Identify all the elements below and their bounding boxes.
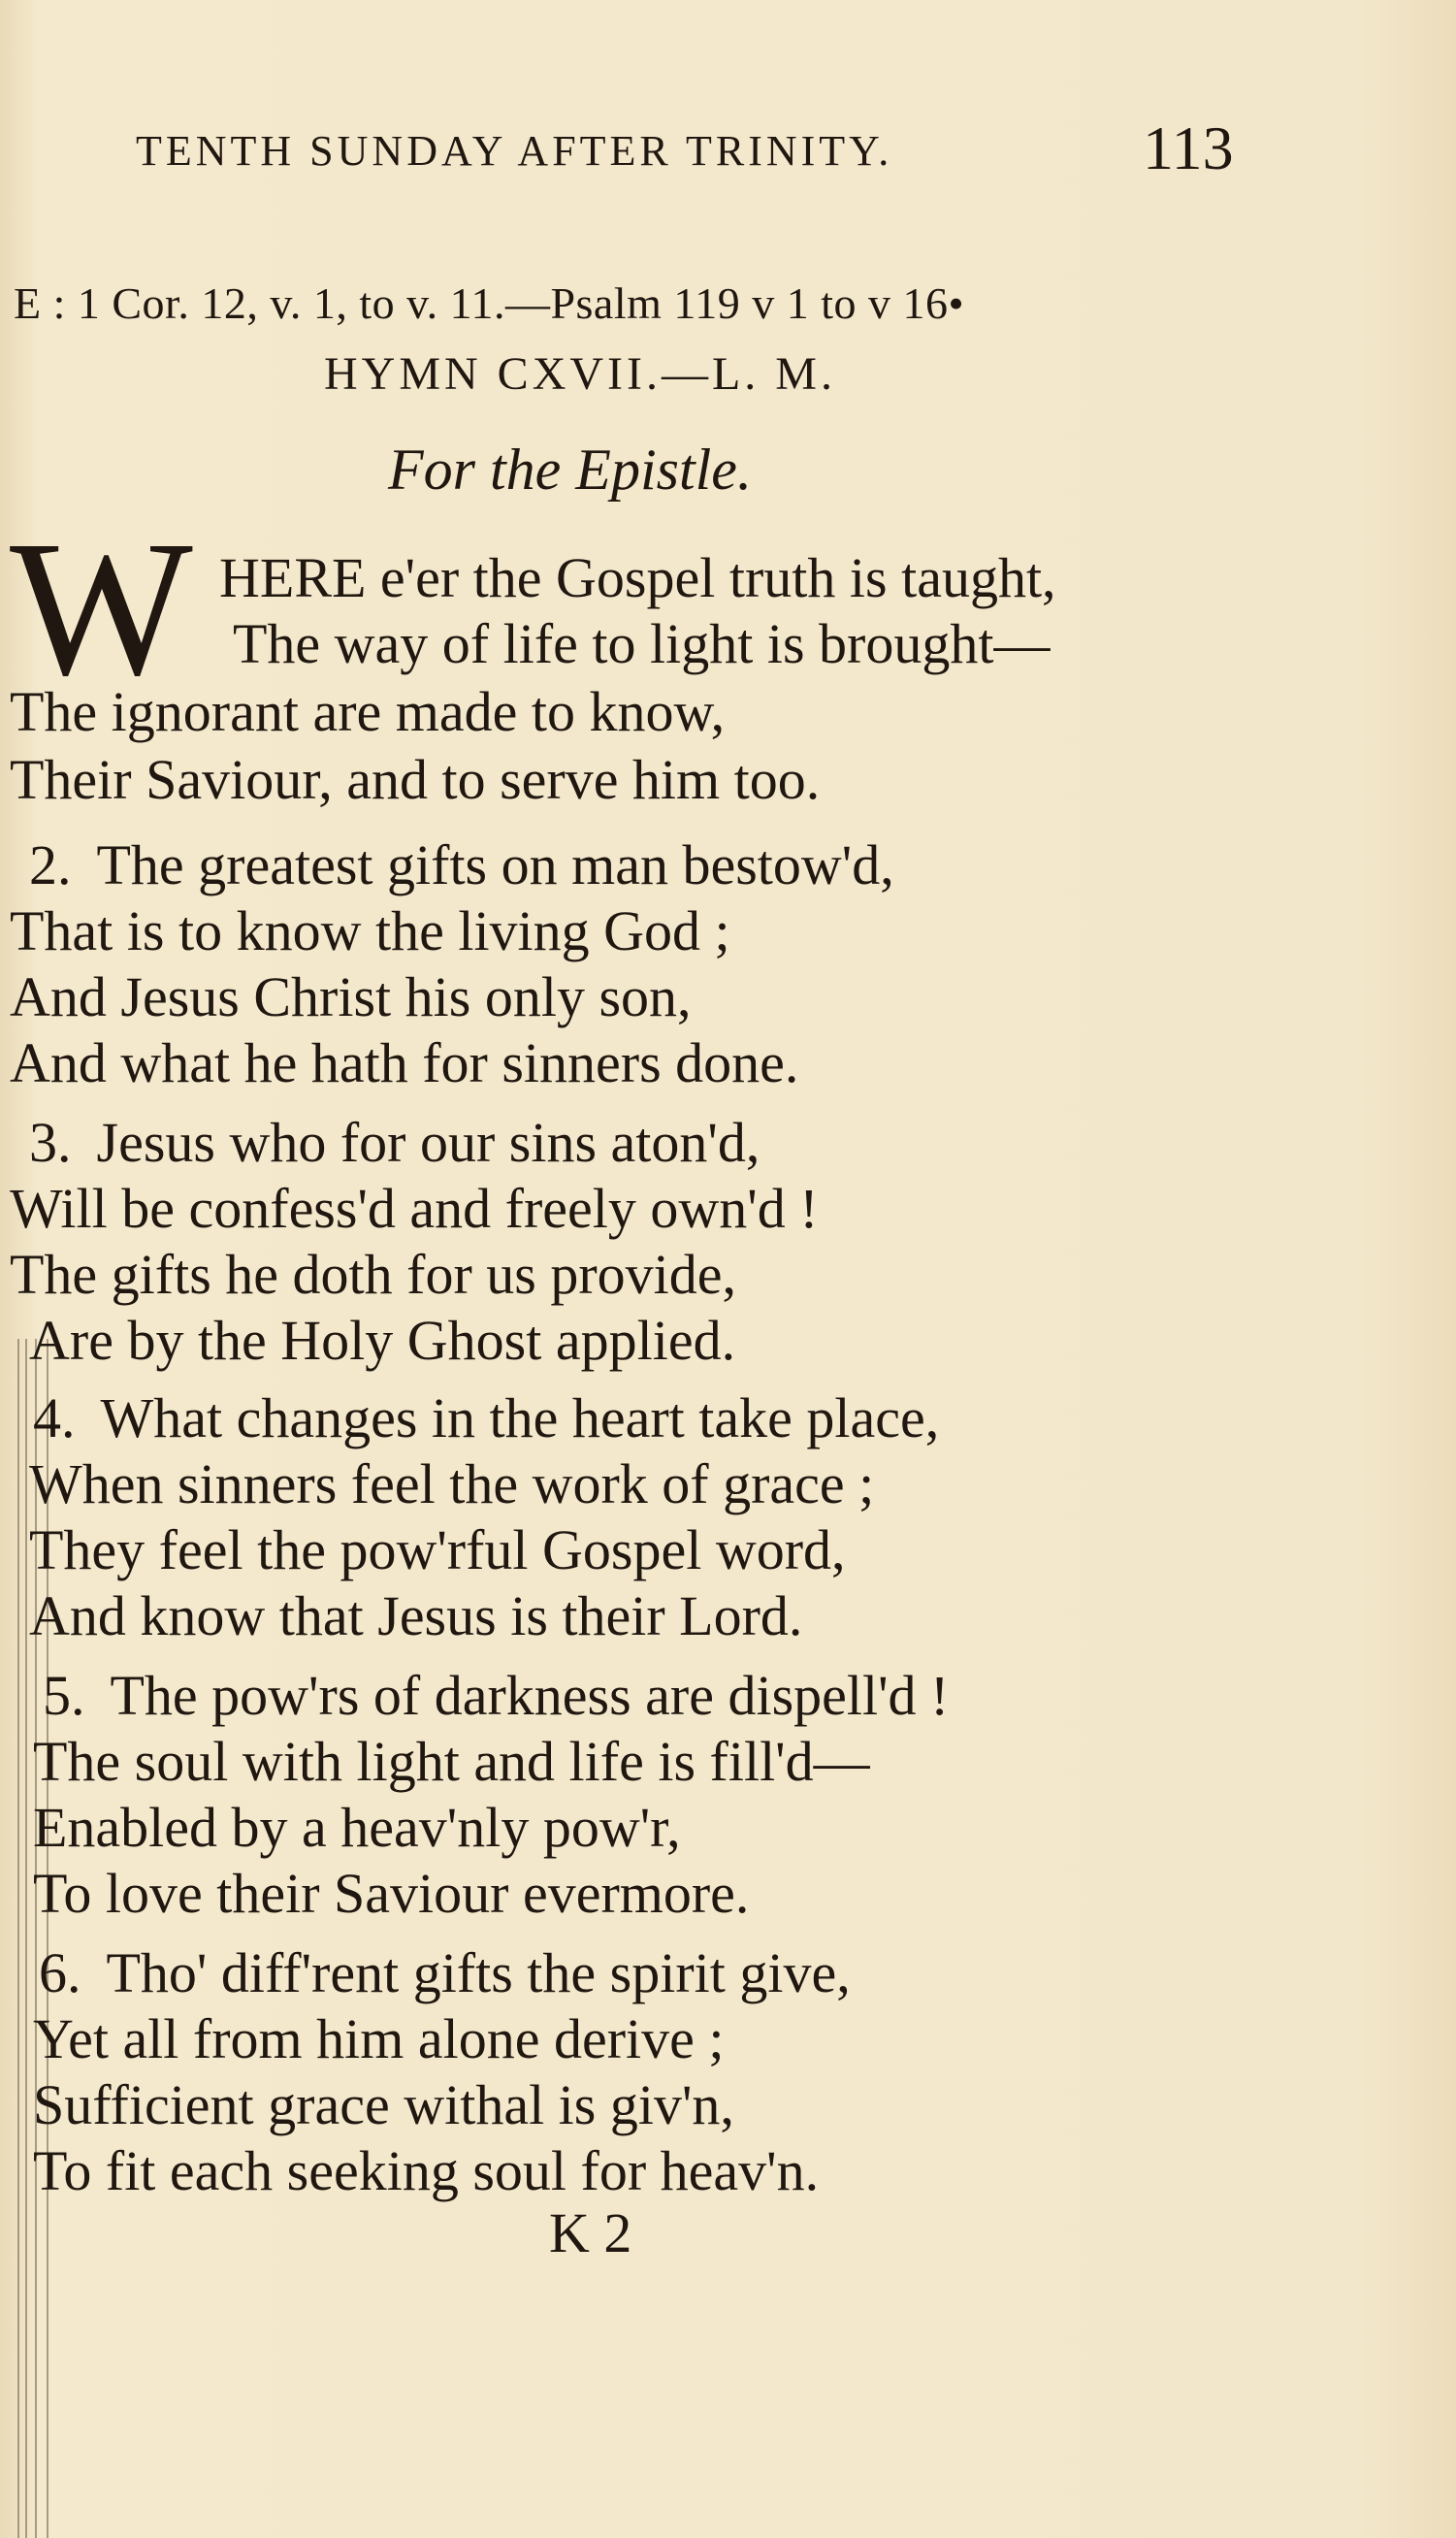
verse-number: 2.	[29, 833, 72, 896]
verse-3-line-2: Will be confess'd and freely own'd !	[10, 1177, 819, 1240]
verse-5-line-1	[43, 1663, 949, 1729]
verse-3-line-3: The gifts he doth for us provide,	[10, 1243, 737, 1306]
drop-cap: W	[10, 502, 193, 716]
verse-4-line-4: And know that Jesus is their Lord.	[29, 1584, 803, 1647]
verse-line: The pow'rs of darkness are dispell'd !	[110, 1664, 950, 1727]
verse-4-line-2: When sinners feel the work of grace ;	[29, 1452, 875, 1515]
verse-2-line-1	[29, 832, 894, 898]
verse-number: 6.	[39, 1941, 81, 2004]
lessons-reference: E : 1 Cor. 12, v. 1, to v. 11.—Psalm 119 v 1 to v 16•	[14, 278, 965, 328]
hymn-title: HYMN CXVII.—L. M.	[324, 348, 836, 400]
verse-4-line-1	[33, 1385, 939, 1451]
verse-1-line-3: The ignorant are made to know,	[10, 680, 726, 743]
verse-number: 3.	[29, 1111, 72, 1174]
verse-line: Jesus who for our sins aton'd,	[96, 1111, 760, 1174]
verse-1-line-2: The way of life to light is brought—	[233, 612, 1051, 675]
verse-5-line-4: To love their Saviour evermore.	[33, 1862, 750, 1925]
verse-6-line-3: Sufficient grace withal is giv'n,	[33, 2073, 734, 2136]
first-line: HERE e'er the Gospel truth is taught,	[219, 546, 1056, 609]
verse-line: What changes in the heart take place,	[100, 1386, 940, 1449]
verse-line: The greatest gifts on man bestow'd,	[96, 833, 894, 896]
hymn-subtitle: For the Epistle.	[388, 438, 752, 502]
verse-number: 5.	[43, 1664, 85, 1727]
verse-number: 4.	[33, 1386, 76, 1449]
verse-6-line-2: Yet all from him alone derive ;	[33, 2007, 725, 2070]
verse-6-line-4: To fit each seeking soul for heav'n.	[33, 2139, 820, 2202]
verse-5-line-2: The soul with light and life is fill'd—	[33, 1730, 870, 1793]
verse-6-line-1	[39, 1940, 851, 2006]
verse-2-line-2: That is to know the living God ;	[10, 899, 730, 962]
verse-2-line-4: And what he hath for sinners done.	[10, 1031, 799, 1094]
verse-1-line-4: Their Saviour, and to serve him too.	[10, 748, 821, 811]
verse-5-line-3: Enabled by a heav'nly pow'r,	[33, 1796, 681, 1859]
verse-3-line-1	[29, 1110, 760, 1176]
running-title: TENTH SUNDAY AFTER TRINITY.	[136, 127, 893, 175]
signature-mark: K 2	[549, 2201, 632, 2264]
verse-line: Tho' diff'rent gifts the spirit give,	[106, 1941, 851, 2004]
page-number: 113	[1143, 114, 1234, 182]
verse-4-line-3: They feel the pow'rful Gospel word,	[29, 1518, 846, 1581]
verse-3-line-4: Are by the Holy Ghost applied.	[29, 1309, 736, 1372]
verse-2-line-3: And Jesus Christ his only son,	[10, 965, 692, 1028]
